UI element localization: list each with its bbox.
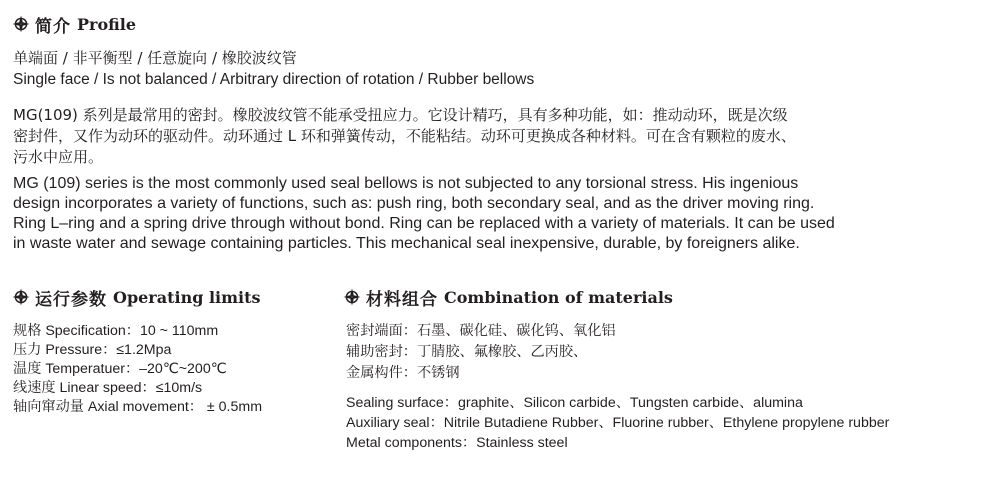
- profile-desc-zh-3: 污水中应用。: [13, 148, 104, 166]
- materials-heading: [343, 284, 673, 310]
- materials-row-en-sealing: Sealing surface：graphite、Silicon carbide、Tungsten carbide、alumina: [346, 395, 803, 411]
- spec-row-linear-speed: 线速度 Linear speed：≤10m/s: [13, 380, 203, 396]
- profile-desc-zh-1: MG(109) 系列是最常用的密封。橡胶波纹管不能承受扭应力。它设计精巧，具有多种功能，如：推动动环，既是次级: [13, 106, 788, 124]
- spec-row-temperature: 温度 Temperatuer：–20℃~200℃: [13, 361, 227, 377]
- crosshair-diamond-icon: [12, 288, 30, 306]
- materials-row-en-metal: Metal components：Stainless steel: [346, 435, 568, 451]
- profile-desc-en-2: design incorporates a variety of functions, such as: push ring, both secondary seal, and as the driver moving ring.: [13, 195, 815, 212]
- profile-desc-en-3: Ring L–ring and a spring drive through without bond. Ring can be replaced with a variety of materials. It can be used: [13, 215, 835, 232]
- materials-row-en-auxiliary: Auxiliary seal：Nitrile Butadiene Rubber、Fluorine rubber、Ethylene propylene rubber: [346, 415, 890, 431]
- spec-row-specification: 规格 Specification：10 ~ 110mm: [13, 323, 219, 339]
- profile-heading: [12, 11, 136, 37]
- profile-summary-zh: 单端面 / 非平衡型 / 任意旋向 / 橡胶波纹管: [13, 49, 297, 67]
- crosshair-diamond-icon: [343, 288, 361, 306]
- materials-row-zh-auxiliary: 辅助密封：丁腈胶、氟橡胶、乙丙胶、: [346, 344, 588, 360]
- profile-desc-en-4: in waste water and sewage containing particles. This mechanical seal inexpensive, durable, by foreigners alike.: [13, 235, 800, 252]
- spec-row-axial-movement: 轴向窜动量 Axial movement： ± 0.5mm: [13, 399, 263, 415]
- crosshair-diamond-icon: [12, 15, 30, 33]
- materials-row-zh-sealing: 密封端面：石墨、碳化硅、碳化钨、氧化铝: [346, 323, 616, 339]
- operating-title-zh: 运行参数: [35, 289, 107, 310]
- profile-desc-zh-2: 密封件，又作为动环的驱动件。动环通过 L 环和弹簧传动，不能粘结。动环可更换成各种材料。可在含有颗粒的废水、: [13, 127, 796, 145]
- spec-row-pressure: 压力 Pressure：≤1.2Mpa: [13, 342, 172, 358]
- profile-title-zh: 简介: [35, 16, 71, 37]
- materials-row-zh-metal: 金属构件：不锈钢: [346, 365, 460, 381]
- profile-desc-en-1: MG (109) series is the most commonly used seal bellows is not subjected to any torsional stress. His ingenious: [13, 175, 799, 192]
- profile-summary-en: Single face / Is not balanced / Arbitrary direction of rotation / Rubber bellows: [13, 71, 535, 88]
- profile-title-en: Profile: [77, 14, 137, 34]
- materials-title-en: Combination of materials: [444, 287, 673, 307]
- operating-heading: [12, 284, 261, 310]
- materials-title-zh: 材料组合: [366, 289, 438, 310]
- operating-title-en: Operating limits: [113, 287, 261, 307]
